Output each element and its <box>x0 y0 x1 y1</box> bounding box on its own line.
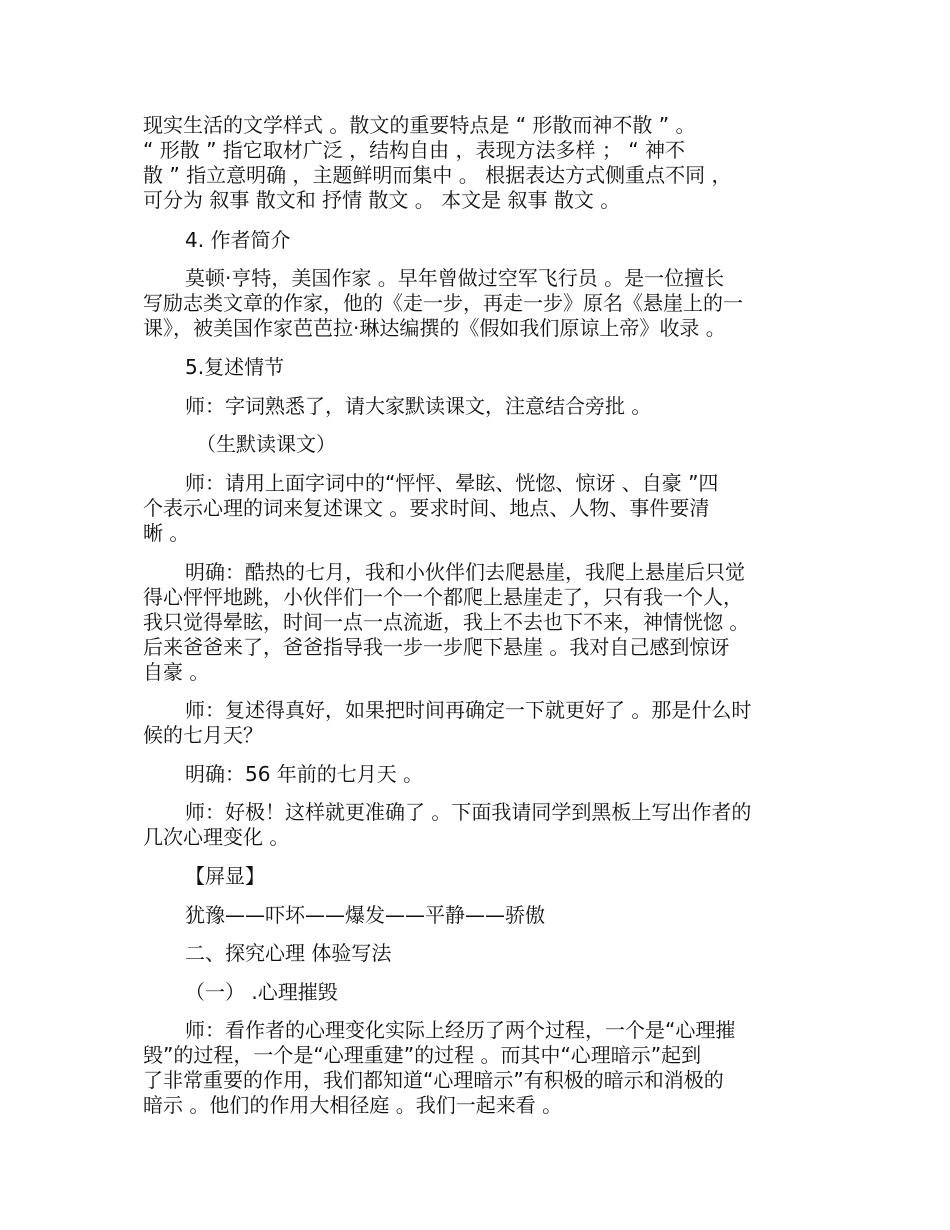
paragraph-prose-intro <box>143 113 808 213</box>
section-heading-author <box>185 228 850 253</box>
paragraph-teacher-followup <box>143 698 808 748</box>
text-line: 毁”的过程，一个是“心理重建”的过程 。而其中“心理暗示”起到 <box>143 1043 702 1067</box>
screen-display-label <box>185 864 850 889</box>
text-line: 4. 作者简介 <box>185 228 291 252</box>
section-heading-retell <box>185 355 850 380</box>
paragraph-author-bio <box>143 266 808 341</box>
text-line: 我只觉得晕眩，时间一点一点流逝，我上不去也下不来，神情恍惚 。 <box>143 610 750 634</box>
section-heading-explore <box>185 941 850 966</box>
text-line: （一） .心理摧毁 <box>185 980 338 1004</box>
paragraph-student-action <box>196 432 861 457</box>
text-line: 二、探究心理 体验写法 <box>185 941 392 965</box>
text-line: 明确：酷热的七月，我和小伙伴们去爬悬崖，我爬上悬崖后只觉 <box>185 560 745 584</box>
text-line: 了非常重要的作用，我们都知道“心理暗示”有积极的暗示和消极的 <box>143 1068 724 1092</box>
text-line: 师：复述得真好，如果把时间再确定一下就更好了 。那是什么时 <box>185 698 752 722</box>
text-line: 明确：56 年前的七月天 。 <box>185 762 424 786</box>
paragraph-teacher-question <box>143 471 808 546</box>
text-line: 候的七月天？ <box>143 723 263 747</box>
psychology-sequence <box>185 903 850 928</box>
text-line: 几次心理变化 。 <box>143 825 290 849</box>
text-line: 师：请用上面字词中的“怦怦、晕眩、恍惚、惊讶 、自豪 ”四 <box>185 471 719 495</box>
text-line: 暗示 。他们的作用大相径庭 。我们一起来看 。 <box>143 1093 563 1117</box>
text-line: 晰 。 <box>143 521 190 545</box>
paragraph-teacher-instruction <box>185 394 850 419</box>
text-line: 师：看作者的心理变化实际上经历了两个过程，一个是“心理摧 <box>185 1018 736 1042</box>
text-line: 师：好极！这样就更准确了 。下面我请同学到黑板上写出作者的 <box>185 800 752 824</box>
paragraph-answer-retell <box>143 560 808 685</box>
text-line: 可分为 叙事 散文和 抒情 散文 。 本文是 叙事 散文 。 <box>143 188 621 212</box>
text-line: 【屏显】 <box>185 864 265 888</box>
paragraph-teacher-analysis <box>143 1018 808 1118</box>
text-line: 自豪 。 <box>143 660 210 684</box>
subsection-heading-destruction <box>185 980 850 1005</box>
text-line: 师：字词熟悉了，请大家默读课文，注意结合旁批 。 <box>185 394 652 418</box>
text-line: 现实生活的文学样式 。散文的重要特点是 “ 形散而神不散 ” 。 <box>143 113 696 137</box>
paragraph-teacher-praise <box>143 800 808 850</box>
text-line: 莫顿·亨特，美国作家 。早年曾做过空军飞行员 。是一位擅长 <box>185 266 725 290</box>
text-line: 散 ” 指立意明确 ，主题鲜明而集中 。 根据表达方式侧重点不同 ， <box>143 163 732 187</box>
text-line: 个表示心理的词来复述课文 。要求时间、地点、人物、事件要清 <box>143 496 710 520</box>
text-line: 后来爸爸来了，爸爸指导我一步一步爬下悬崖 。我对自己感到惊讶 <box>143 635 730 659</box>
text-line: 得心怦怦地跳，小伙伴们一个一个都爬上悬崖走了，只有我一个人， <box>143 585 743 609</box>
text-line: 5.复述情节 <box>185 355 285 379</box>
text-line: 写励志类文章的作家，他的《走一步，再走一步》原名《悬崖上的一 <box>143 291 743 315</box>
text-line: （生默读课文） <box>196 432 336 456</box>
text-line: “ 形散 ” 指它取材广泛 ，结构自由 ，表现方法多样 ； “ 神不 <box>143 138 685 162</box>
text-line: 犹豫——吓坏——爆发——平静——骄傲 <box>185 903 545 927</box>
text-line: 课》，被美国作家芭芭拉·琳达编撰的《假如我们原谅上帝》收录 。 <box>143 316 726 340</box>
paragraph-answer-time <box>185 762 850 787</box>
